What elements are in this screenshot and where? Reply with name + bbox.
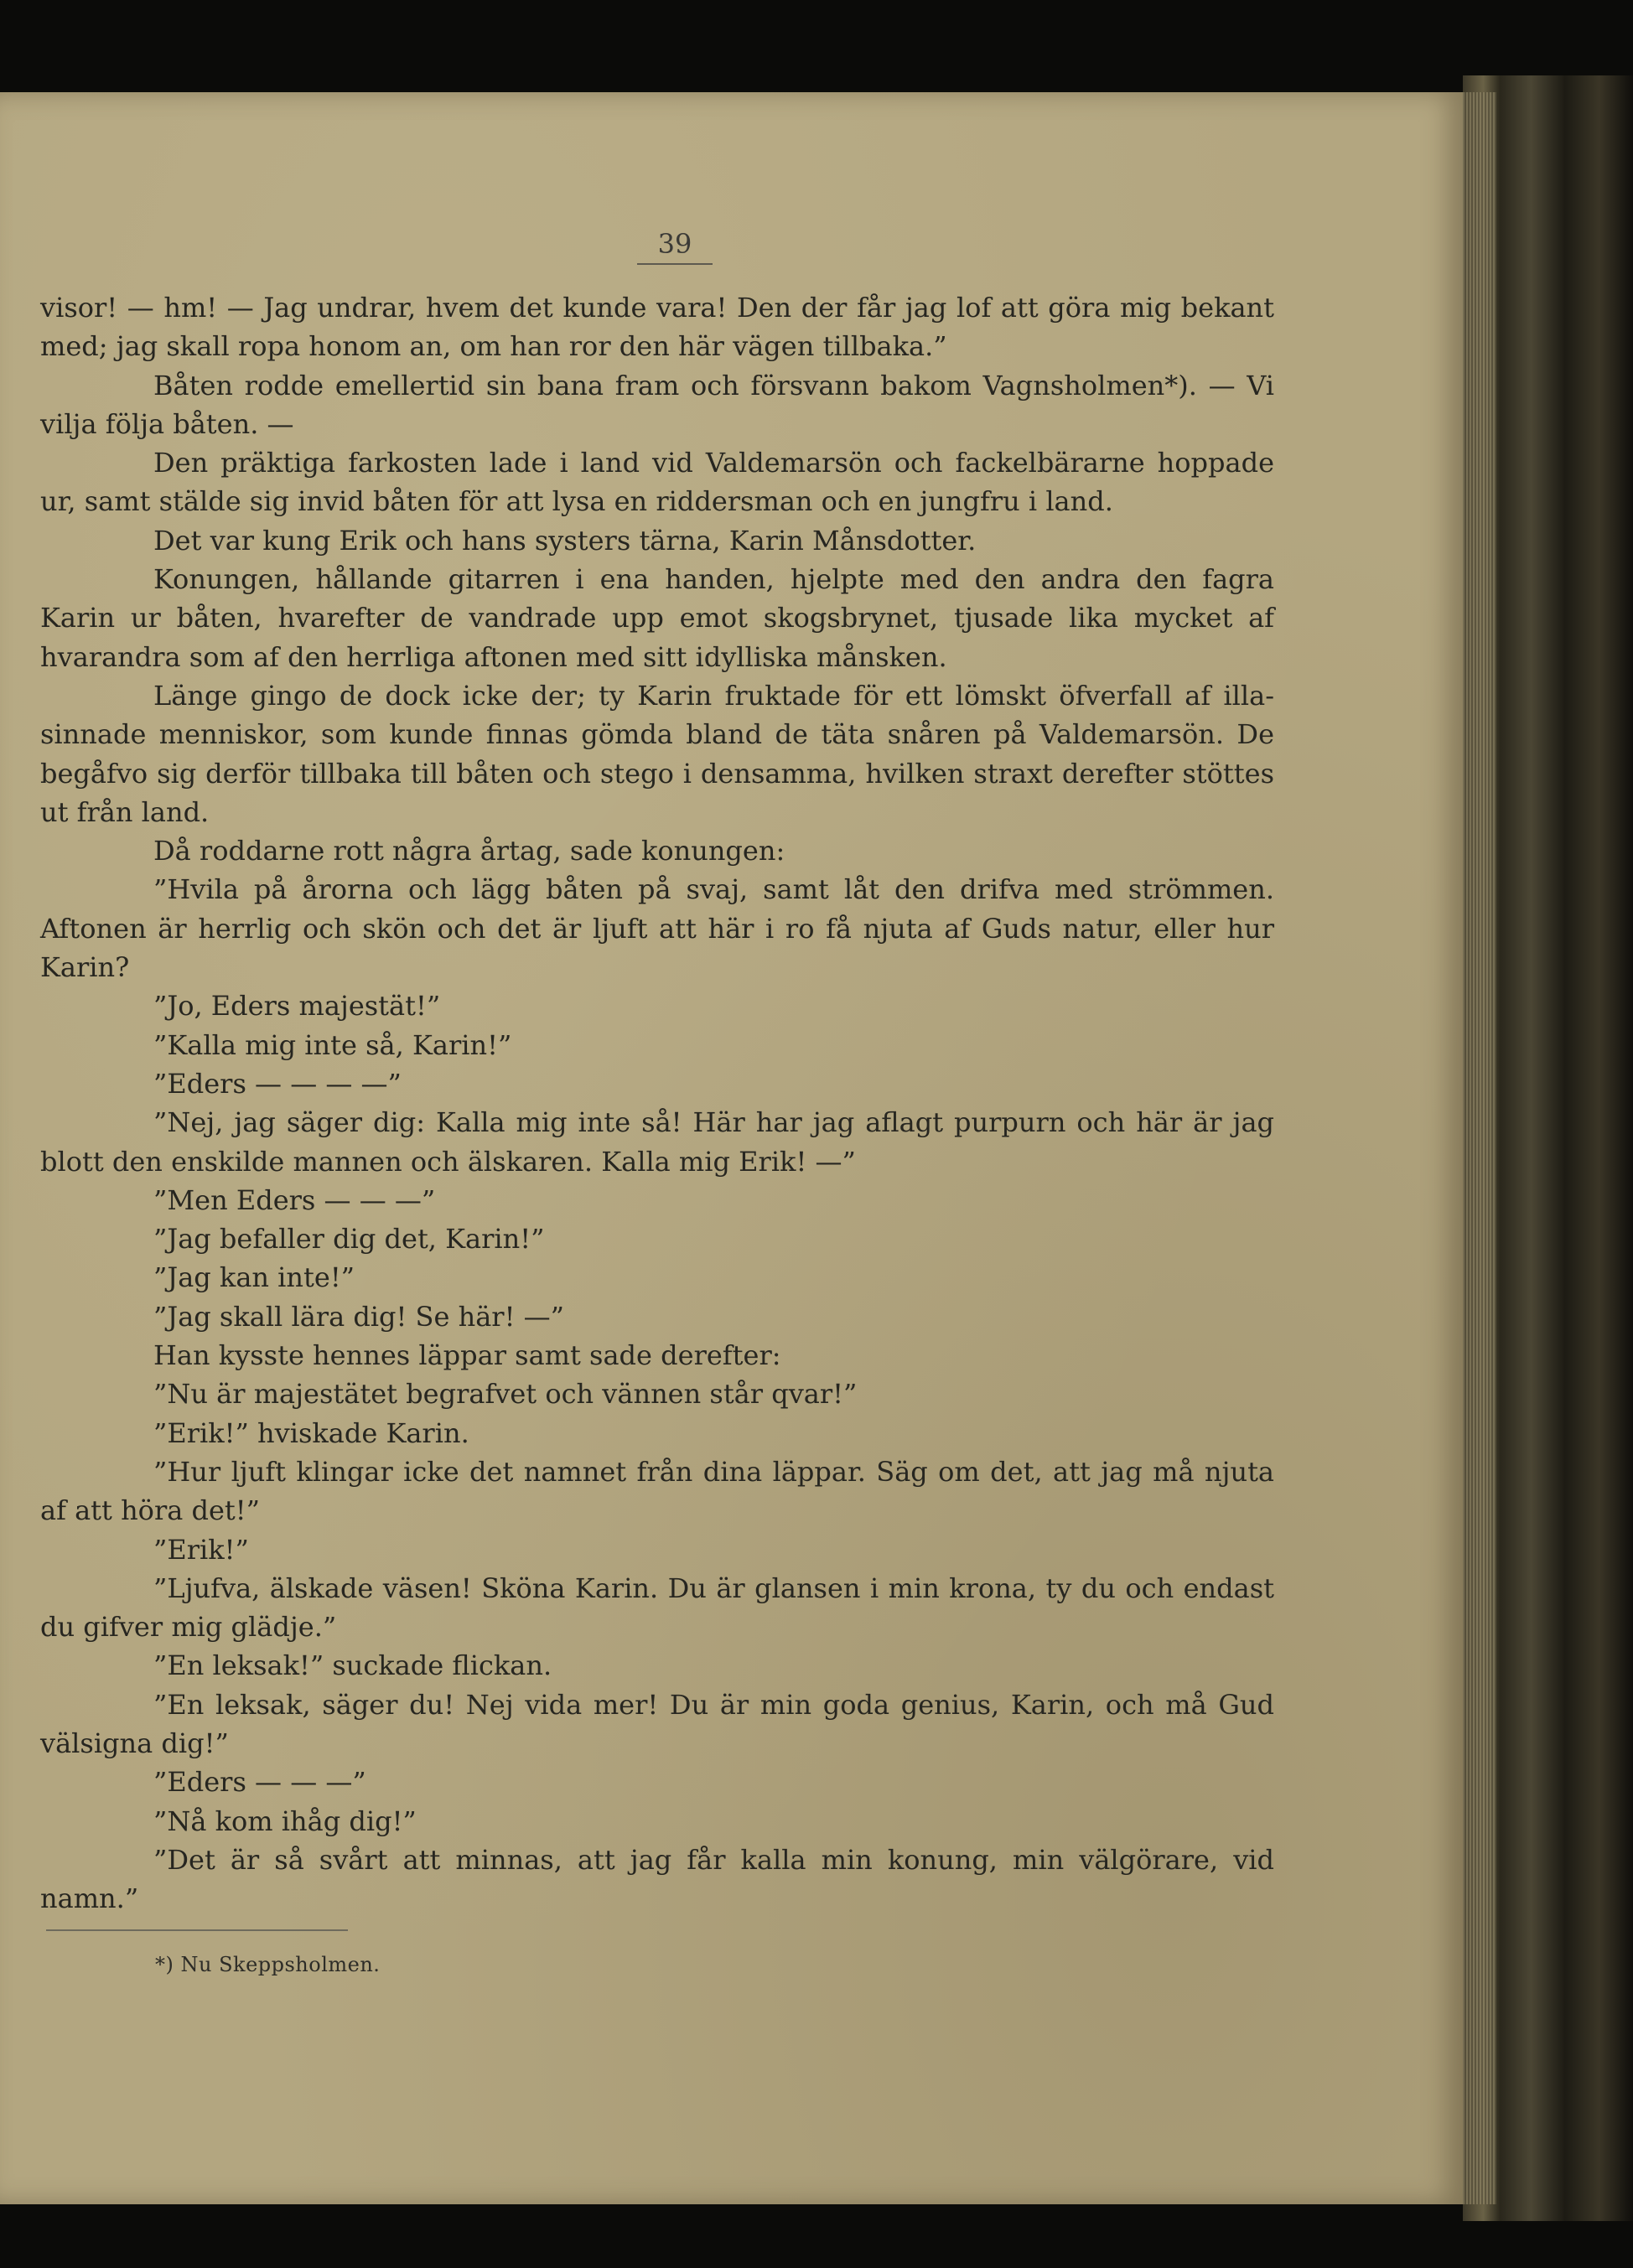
paragraph: Den präktiga farkosten lade i land vid Valdemarsön och fackelbärarne hoppade ur, samt stälde sig invid båten för att lysa en riddersman och en jungfru i land. [40, 447, 1274, 518]
paragraph: ”Hur ljuft klingar icke det namnet från dina läppar. Säg om det, att jag må njuta af att höra det!” [40, 1455, 1274, 1527]
paragraph: visor! — hm! — Jag undrar, hvem det kunde vara! Den der får jag lof att göra mig bekant med; jag skall ropa honom an, om han ror den här vägen tillbaka.” [40, 292, 1274, 363]
paragraph: ”Eders — — — —” [153, 1067, 402, 1100]
page-number: 39 [637, 228, 713, 265]
paragraph: ”Ljufva, älskade väsen! Sköna Karin. Du är glansen i min krona, ty du och endast du gifver mig glädje.” [40, 1572, 1274, 1644]
paragraph: ”Jo, Eders majestät!” [153, 990, 441, 1023]
paragraph: ”Kalla mig inte så, Karin!” [153, 1028, 512, 1061]
paragraph: Det var kung Erik och hans systers tärna, Karin Månsdotter. [153, 524, 977, 557]
paragraph: ”Jag befaller dig det, Karin!” [153, 1223, 545, 1256]
paragraph: Konungen, hållande gitarren i ena handen, hjelpte med den andra den fagra Karin ur båten, hvarefter de vandrade upp emot skogsbrynet, tjusade lika mycket af hvarandra som af den herrliga aftonen med sitt idylliska månsken. [40, 563, 1274, 673]
paragraph: Han kysste hennes läppar samt sade derefter: [153, 1339, 781, 1372]
paragraph: ”Jag kan inte!” [153, 1261, 355, 1294]
paragraph: Då roddarne rott några årtag, sade konungen: [153, 835, 785, 867]
paragraph: ”Eders — — —” [153, 1766, 366, 1799]
paragraph: ”Hvila på årorna och lägg båten på svaj, samt låt den drifva med strömmen. Aftonen är herrlig och skön och det är ljuft att här i ro få njuta af Guds natur, eller hur Karin? [40, 873, 1274, 984]
page-edges [1463, 92, 1496, 2204]
paragraph: ”Men Eders — — —” [153, 1183, 436, 1216]
paragraph: ”Det är så svårt att minnas, att jag får kalla min konung, min välgörare, vid namn.” [40, 1843, 1274, 1915]
footnote-divider [46, 1929, 348, 1931]
paragraph: ”Nej, jag säger dig: Kalla mig inte så! Här har jag aflagt purpurn och här är jag blott den enskilde mannen och älskaren. Kalla mig Erik! —” [40, 1106, 1274, 1178]
paragraph: ”En leksak!” suckade flickan. [153, 1649, 552, 1682]
paragraph: ”Erik!” [153, 1533, 249, 1566]
paragraph: ”Nå kom ihåg dig!” [153, 1805, 417, 1837]
paragraph: Länge gingo de dock icke der; ty Karin fruktade för ett lömskt öfverfall af illa-sinnade menniskor, som kunde finnas gömda bland de täta snåren på Valdemarsön. De begåfvo sig derför tillbaka till båten och stego i densamma, hvilken straxt derefter stöttes ut från land. [40, 679, 1274, 828]
paragraph: ”En leksak, säger du! Nej vida mer! Du är min goda genius, Karin, och må Gud välsigna dig!” [40, 1688, 1274, 1759]
paragraph: ”Nu är majestätet begrafvet och vännen står qvar!” [153, 1378, 858, 1411]
footnote: *) Nu Skeppsholmen. [155, 1953, 381, 1976]
paragraph: ”Jag skall lära dig! Se här! —” [153, 1300, 564, 1333]
body-text [40, 288, 1274, 1918]
paragraph: ”Erik!” hviskade Karin. [153, 1416, 469, 1449]
paragraph: Båten rodde emellertid sin bana fram och försvann bakom Vagnsholmen*). — Vi vilja följa båten. — [40, 369, 1274, 440]
